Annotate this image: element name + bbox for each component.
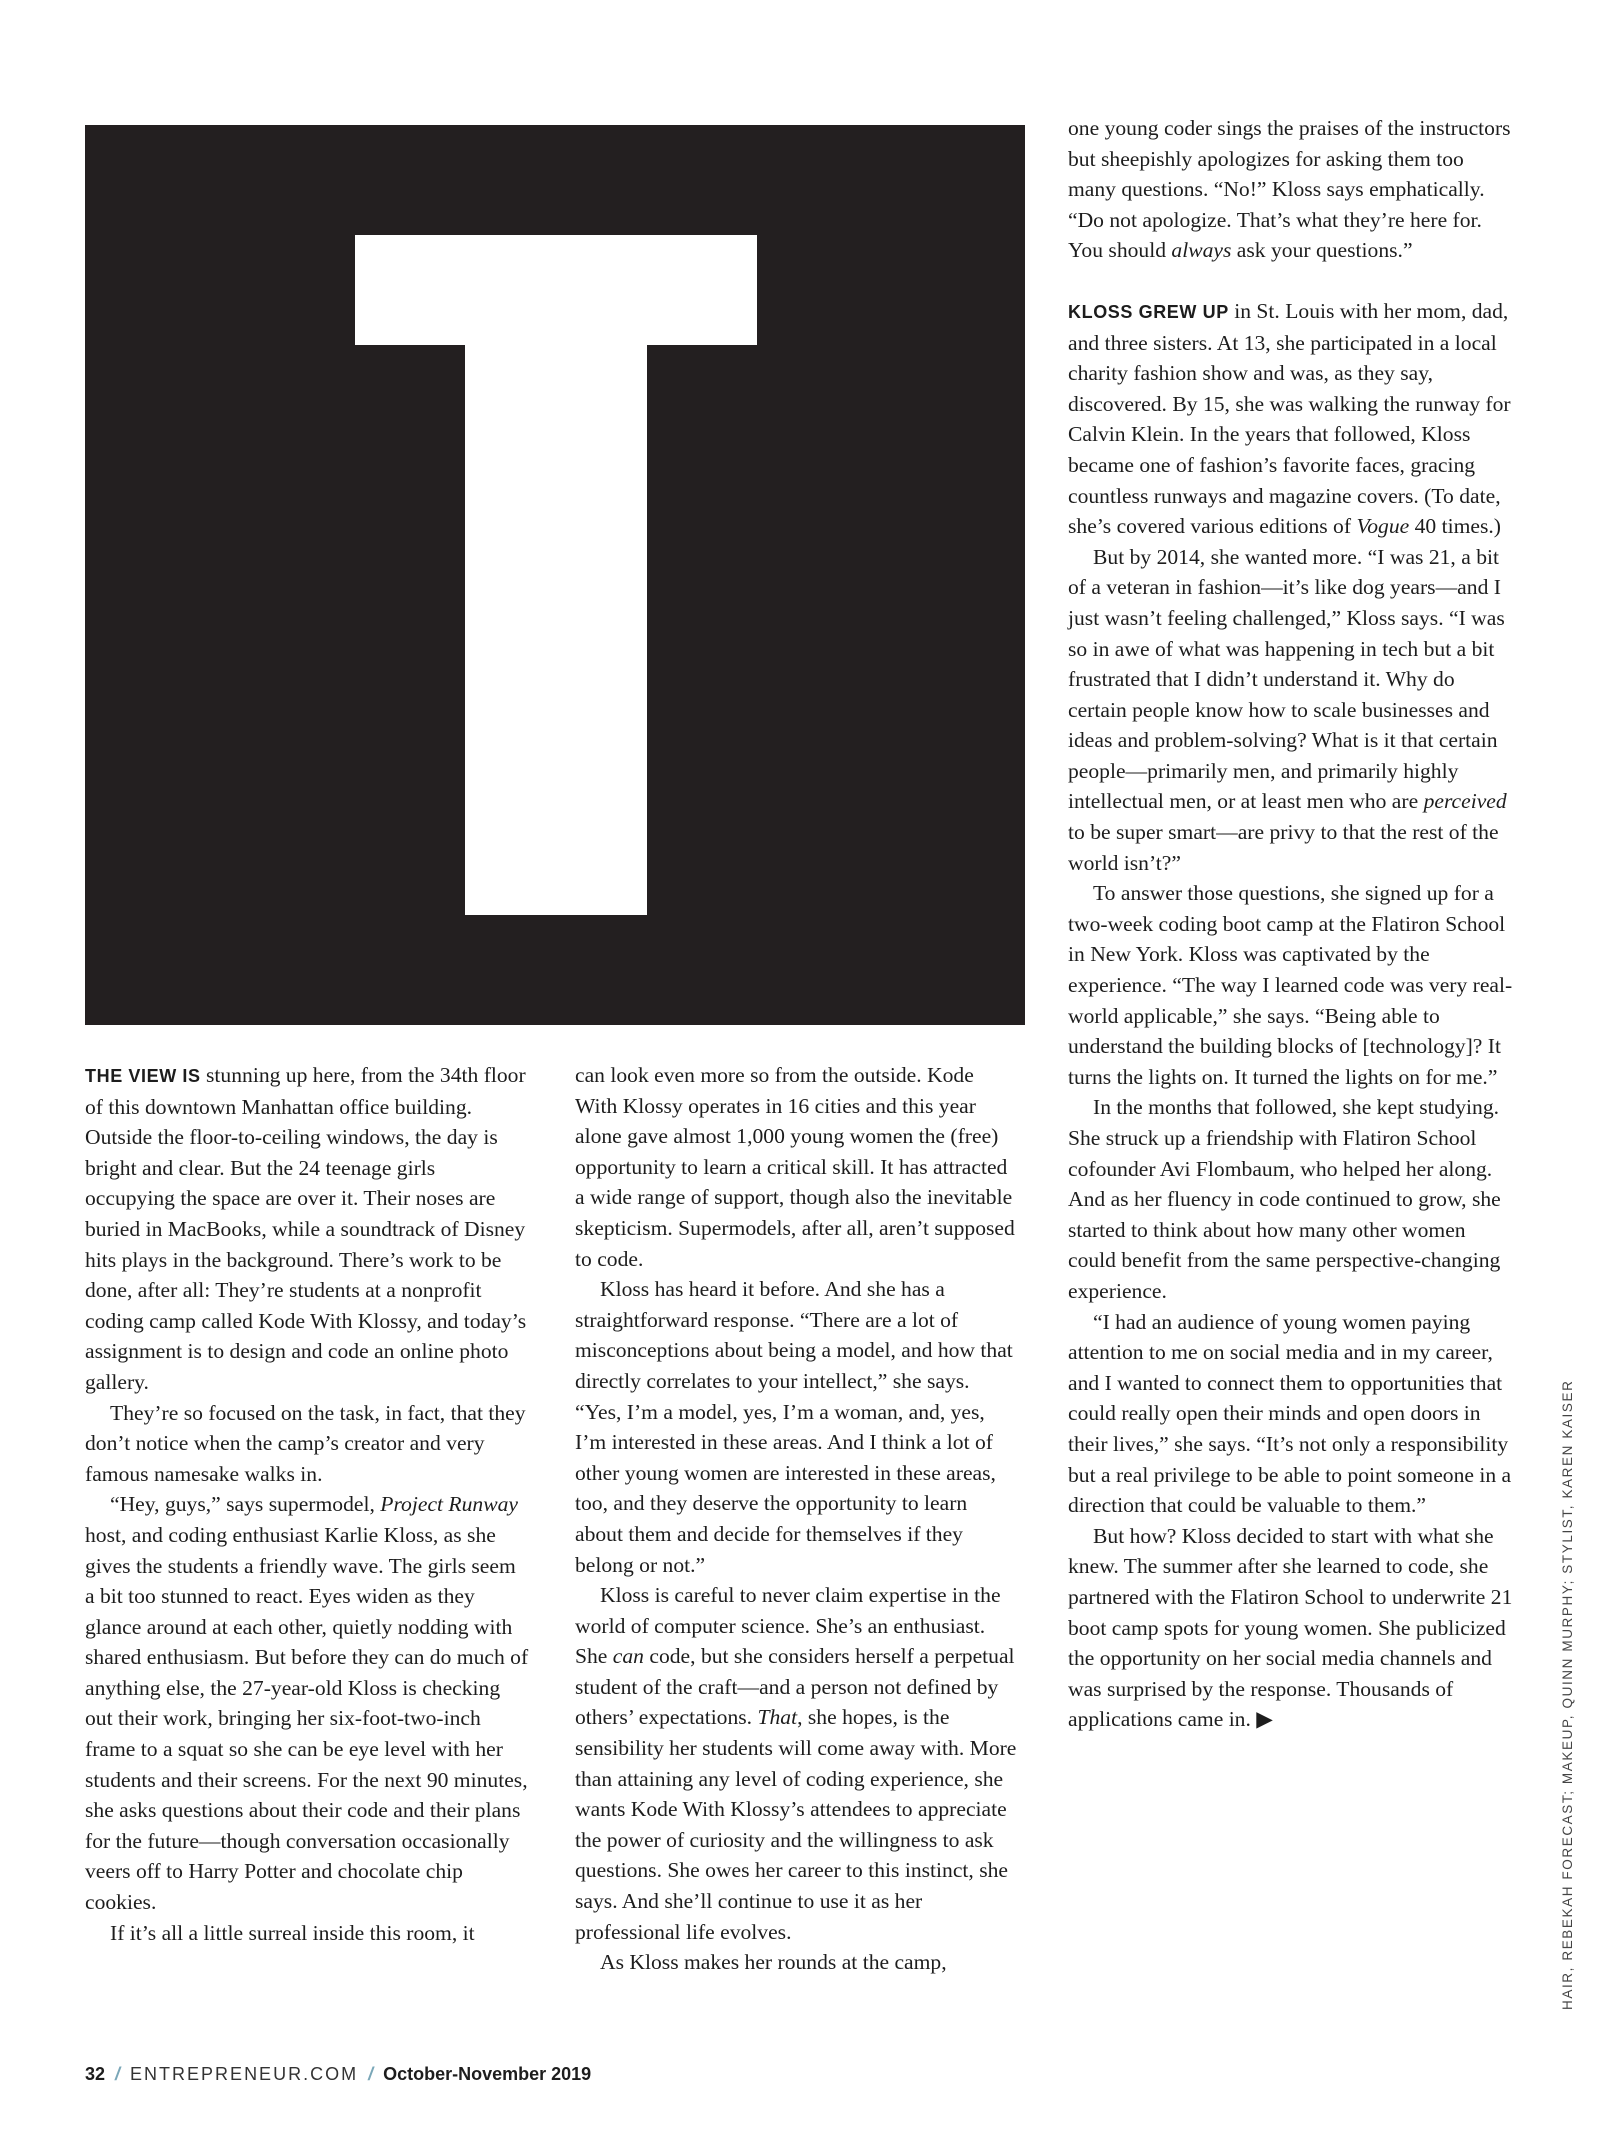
text-run: “I had an audience of young women paying attention to me on social media and in my career, and I wanted to connect them to opportunities that could really open their minds and open doors in their lives,” she says. “It’s not only a responsibility but a real privilege to be able to point someone in a direction that could be valuable to them.” (1068, 1309, 1512, 1518)
italic-text: can (612, 1644, 644, 1669)
article-column-2 (575, 1060, 1020, 1978)
article-paragraph (85, 1918, 530, 1949)
issue-date: October-November 2019 (383, 2064, 592, 2084)
italic-text: Vogue (1356, 514, 1410, 539)
article-column-1 (85, 1060, 530, 1948)
italic-text: perceived (1423, 789, 1507, 814)
article-paragraph (85, 1489, 530, 1917)
article-paragraph (85, 1060, 530, 1398)
article-paragraph (1068, 1521, 1513, 1735)
italic-text: Project Runway (380, 1492, 518, 1517)
lead-in: THE VIEW IS (85, 1066, 201, 1086)
text-run: stunning up here, from the 34th floor of this downtown Manhattan office building. Outside the floor-to-ceiling windows, the day is bright and clear. But the 24 teenage girls occupying the space are over it. Their noses are buried in MacBooks, while a soundtrack of Disney hits plays in the background. There’s work to be done, after all: They’re students at a nonprofit coding camp called Kode With Klossy, and today’s assignment is to design and code an online photo gallery. (85, 1063, 527, 1394)
photo-credits: HAIR, REBEKAH FORECAST; MAKEUP, QUINN MURPHY; STYLIST, KAREN KAISER (1560, 1379, 1575, 2010)
article-paragraph (85, 1398, 530, 1490)
article-paragraph (575, 1580, 1020, 1947)
article-paragraph (1068, 113, 1513, 266)
article-paragraph (1068, 878, 1513, 1092)
text-run: But how? Kloss decided to start with what she knew. The summer after she learned to code, she partnered with the Flatiron School to underwrite 21 boot camp spots for young women. She publicized the opportunity on her social media channels and was surprised by the response. Thousands of applications came in. ▶ (1068, 1523, 1513, 1732)
text-run: To answer those questions, she signed up for a two-week coding boot camp at the Flatiron School in New York. Kloss was captivated by the experience. “The way I learned code was very real-world applicable,” she says. “Being able to understand the building blocks of [technology]? It turns the lights on. It turned the lights on for me.” (1068, 881, 1513, 1089)
article-paragraph (575, 1947, 1020, 1978)
dropcap-block (85, 125, 1025, 1025)
lead-in: KLOSS GREW UP (1068, 301, 1229, 322)
text-run: But by 2014, she wanted more. “I was 21, a bit of a veteran in fashion—it’s like dog years—and I just wasn’t feeling challenged,” Kloss says. “I was so in awe of what was happening in tech but a bit frustrated that I didn’t understand it. Why do certain people know how to scale businesses and ideas and problem-solving? What is it that certain people—primarily men, and primarily highly intellectual men, or at least men who are (1068, 544, 1505, 814)
article-paragraph (1068, 296, 1513, 542)
separator-icon: / (368, 2064, 374, 2084)
text-run: As Kloss makes her rounds at the camp, (600, 1950, 947, 1975)
text-run: They’re so focused on the task, in fact, that they don’t notice when the camp’s creator and very famous namesake walks in. (85, 1400, 526, 1486)
text-run: , she hopes, is the sensibility her students will come away with. More than attaining any level of coding experience, she wants Kode With Klossy’s attendees to appreciate the power of curiosity and the willingness to ask questions. She owes her career to this instinct, she says. And she’ll continue to use it as her professional life evolves. (575, 1705, 1017, 1944)
text-run: Kloss has heard it before. And she has a straightforward response. “There are a lot of misconceptions about being a model, and how that directly correlates to your intellect,” she says. “Yes, I’m a model, yes, I’m a woman, and, yes, I’m interested in these areas. And I think a lot of other young women are interested in these areas, too, and they deserve the opportunity to learn about them and decide for themselves if they belong or not.” (575, 1277, 1013, 1577)
page-footer (85, 2064, 591, 2085)
text-run: 40 times.) (1409, 514, 1501, 539)
article-paragraph (575, 1060, 1020, 1274)
page-number: 32 (85, 2064, 106, 2084)
text-run: one young coder sings the praises of the instructors but sheepishly apologizes for asking them too many questions. “No!” Kloss says emphatically. “Do not apologize. That’s what they’re here for. You should (1068, 116, 1511, 263)
article-column-3 (1068, 113, 1513, 1735)
article-paragraph (575, 1274, 1020, 1580)
text-run: can look even more so from the outside. Kode With Klossy operates in 16 cities and this year alone gave almost 1,000 young women the (free) opportunity to learn a critical skill. It has attracted a wide range of support, though also the inevitable skepticism. Supermodels, after all, aren’t supposed to code. (575, 1063, 1015, 1271)
text-run: in St. Louis with her mom, dad, and three sisters. At 13, she participated in a local charity fashion show and was, as they say, discovered. By 15, she was walking the runway for Calvin Klein. In the years that followed, Kloss became one of fashion’s favorite faces, gracing countless runways and magazine covers. (To date, she’s covered various editions of (1068, 298, 1511, 539)
italic-text: always (1171, 238, 1232, 263)
text-run: In the months that followed, she kept studying. She struck up a friendship with Flatiron School cofounder Avi Flombaum, who helped her along. And as her fluency in code continued to grow, she started to think about how many other women could benefit from the same perspective-changing experience. (1068, 1095, 1501, 1303)
text-run: to be super smart—are privy to that the rest of the world isn’t?” (1068, 820, 1499, 875)
dropcap-letter-t-stem (465, 235, 647, 915)
article-paragraph (1068, 542, 1513, 879)
article-paragraph (1068, 1092, 1513, 1306)
separator-icon: / (115, 2064, 121, 2084)
text-run: If it’s all a little surreal inside this room, it (110, 1920, 475, 1945)
italic-text: That (757, 1705, 798, 1730)
article-paragraph (1068, 1307, 1513, 1521)
text-run: ask your questions.” (1231, 238, 1413, 263)
text-run: host, and coding enthusiast Karlie Kloss, as she gives the students a friendly wave. The girls seem a bit too stunned to react. Eyes widen as they glance around at each other, quietly nodding with shared enthusiasm. But before they can do much of anything else, the 27-year-old Kloss is checking out their work, bringing her six-foot-two-inch frame to a squat so she can be eye level with her students and their screens. For the next 90 minutes, she asks questions about their code and their plans for the future—though conversation occasionally veers off to Harry Potter and chocolate chip cookies. (85, 1522, 529, 1915)
text-run: code, but she considers herself a perpetual student of the craft—and a person not defined by others’ expectations. (575, 1644, 1015, 1730)
site-name: ENTREPRENEUR.COM (130, 2064, 359, 2084)
text-run: Kloss is careful to never claim expertise in the world of computer science. She’s an enthusiast. She (575, 1583, 1001, 1669)
text-run: “Hey, guys,” says supermodel, (110, 1492, 381, 1517)
